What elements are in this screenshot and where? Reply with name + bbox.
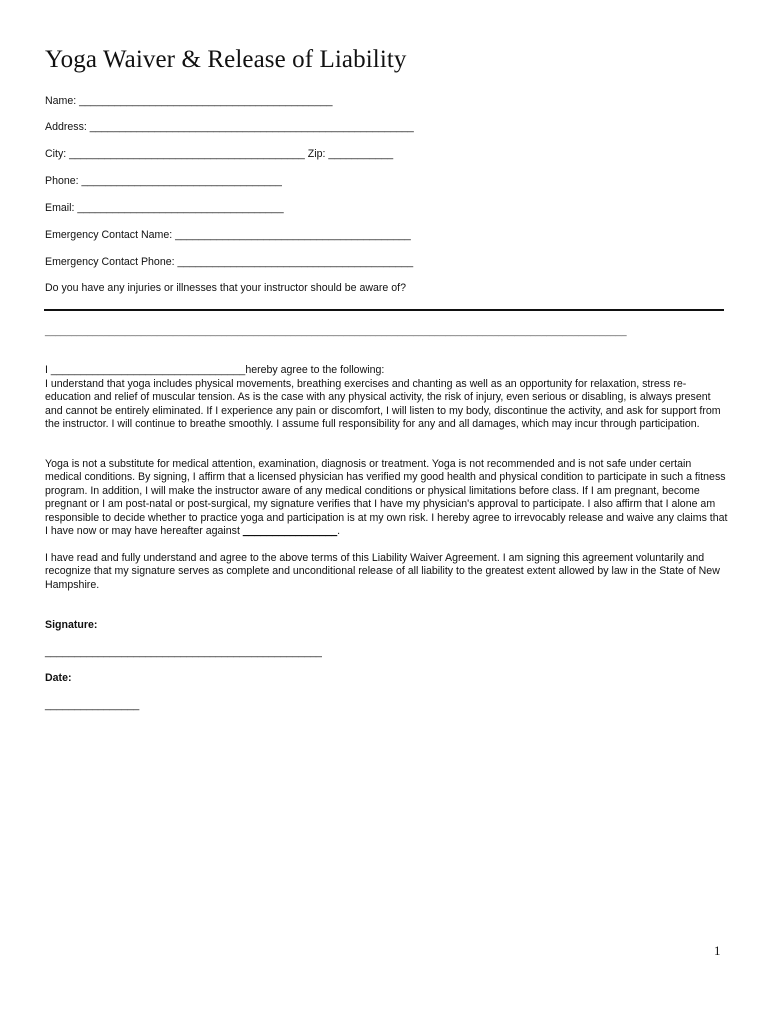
email-field[interactable]: Email: ___________________________________ bbox=[45, 202, 284, 214]
date-line[interactable]: ________________ bbox=[45, 699, 140, 711]
date-label: Date: bbox=[45, 672, 72, 684]
signature-label: Signature: bbox=[45, 619, 98, 631]
phone-field[interactable]: Phone: __________________________________ bbox=[45, 175, 282, 187]
city-zip-field[interactable]: City: ________________________________________ Zip: ___________ bbox=[45, 148, 394, 160]
agreement-paragraph-3: I have read and fully understand and agree to the above terms of this Liability Waiver Agreement. I am signing this agreement voluntarily and recognize that my signature serves as complete and unconditional release of all liability to the greatest extent allowed by law in the State of New Hampshire. bbox=[45, 552, 720, 591]
signature-line[interactable]: _______________________________________________ bbox=[45, 646, 322, 658]
injuries-answer-line[interactable]: _____________________________________________________________________________________________________________ bbox=[45, 326, 627, 337]
agreement-paragraph-1: I understand that yoga includes physical movements, breathing exercises and chanting as well as an opportunity for relaxation, stress re-education and relief of muscular tension. As is the case with any physical activity, the risk of injury, even serious or disabling, is always present and cannot be entirely eliminated. If I experience any pain or discomfort, I will listen to my body, discontinue the activity, and ask for support from the instructor. I will continue to breathe smoothly. I assume full responsibility for any and all damages, which may incur through participation. bbox=[45, 378, 721, 431]
emergency-contact-phone-field[interactable]: Emergency Contact Phone: ________________________________________ bbox=[45, 256, 414, 268]
release-party-blank[interactable]: ________________ bbox=[242, 525, 338, 538]
page-number: 1 bbox=[714, 943, 721, 958]
agreement-paragraph-2-end: . bbox=[337, 525, 341, 538]
document-title: Yoga Waiver & Release of Liability bbox=[45, 46, 407, 73]
address-field[interactable]: Address: _______________________________________________________ bbox=[45, 121, 414, 133]
injuries-question: Do you have any injuries or illnesses that your instructor should be aware of? bbox=[45, 282, 406, 294]
agreement-intro: I _________________________________hereby agree to the following: bbox=[45, 364, 385, 376]
emergency-contact-name-field[interactable]: Emergency Contact Name: ________________________________________ bbox=[45, 229, 411, 241]
section-divider bbox=[44, 309, 724, 311]
name-field[interactable]: Name: ___________________________________________ bbox=[45, 95, 333, 107]
agreement-paragraph-2 bbox=[45, 458, 730, 538]
agreement-paragraph-2-text: Yoga is not a substitute for medical attention, examination, diagnosis or treatment. Yoga is not recommended and is not safe under certain medical conditions. By signing, I affirm that a licensed physician has verified my good health and physical condition to participate in such a fitness program. In addition, I will make the instructor aware of any medical conditions or physical limitations before class. If I am pregnant, become pregnant or I am post-natal or post-surgical, my signature verifies that I have my physician's approval to participate. I also affirm that I alone am responsible to decide whether to practice yoga and participation is at my own risk. I hereby agree to irrevocably release and waive any claims that I have now or may have hereafter against bbox=[45, 458, 728, 538]
